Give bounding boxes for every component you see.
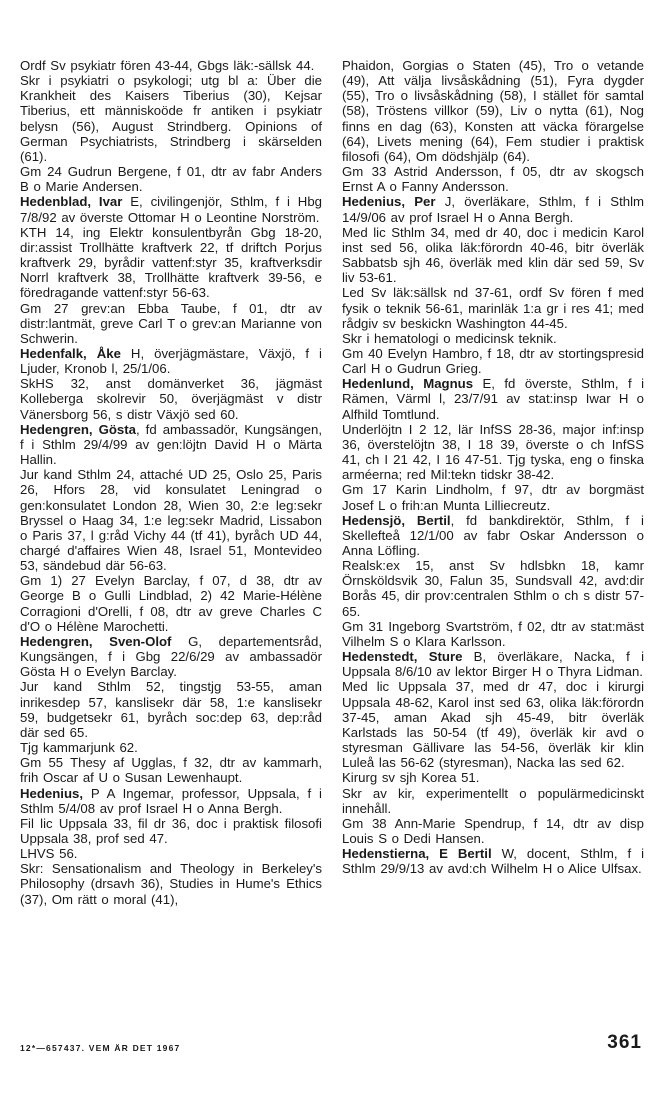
entry-text: E, civilingenjör, Sthlm, f i Hbg 7/8/92 av överste Ottomar H o Leontine Norström. [20,194,322,225]
entry-text: W, docent, Sthlm, f i Sthlm 29/9/13 av avd:ch Wilhelm H o Alice Ulfsax. [342,846,644,877]
entry-text: Med lic Uppsala 37, med dr 47, doc i kirurgi Uppsala 48-62, Karol inst sed 63, olika läk:förordn 37-45, aman Akad sjh 45-49, bitr överläk Karlstads las 50-54 (tf 49), överläk kir avd o styresman Gällivare las 54-56, överläk kir klin Luleå las 56-62 (styresman), Nacka las sed 62. [342,679,644,771]
entry-text: LHVS 56. [20,846,78,862]
entry-text: Realsk:ex 15, anst Sv hdlsbkn 18, kamr Örnsköldsvik 30, Falun 35, Sundsvall 42, avd:dir Borås 45, dir prov:centralen Sthlm o ch s distr 57-65. [342,558,644,619]
entry-paragraph [20,846,322,861]
entry-text: Kirurg sv sjh Korea 51. [342,770,480,786]
left-column [20,58,322,907]
entry-paragraph [342,619,644,649]
entry-text: Gm 17 Karin Lindholm, f 97, dtr av borgmäst Josef L o frih:an Munta Lilliecreutz. [342,482,644,513]
right-column [342,58,644,876]
entry-paragraph [342,679,644,770]
entry-paragraph [342,346,644,376]
entry-text: P A Ingemar, professor, Uppsala, f i Sthlm 5/4/08 av prof Israel H o Anna Bergh. [20,785,322,816]
entry-paragraph [20,740,322,755]
entry-paragraph [342,331,644,346]
entry-text: Gm 40 Evelyn Hambro, f 18, dtr av stortingspresid Carl H o Gudrun Grieg. [342,345,644,377]
entry-text: Tjg kammarjunk 62. [20,740,138,756]
entry-paragraph [20,573,322,634]
entry-headword: Hedenlund, Magnus [342,376,474,392]
entry-paragraph [20,816,322,846]
entry-paragraph [342,58,644,164]
entry-paragraph [20,467,322,573]
entry-heading-paragraph [342,846,644,876]
entry-heading-paragraph [20,634,322,679]
entry-paragraph [342,225,644,286]
entry-text: Skr i psykiatri o psykologi; utg bl a: Über die Krankheit des Kaisers Tiberius (30), Kejsar Tiberius, ett människoöde fr antiken i psykiatr belysn (56), August Strindberg. Opinions of German Psychiatrists, Strindberg i skärselden (61). [20,73,322,164]
entry-paragraph [342,786,644,816]
entry-text: Fil lic Uppsala 33, fil dr 36, doc i praktisk filosofi Uppsala 38, prof sed 47. [20,815,322,846]
entry-headword: Hedensjö, Bertil [342,512,451,528]
entry-headword: Hedengren, Gösta [20,421,136,437]
entry-text: H, överjägmästare, Växjö, f i Ljuder, Kronob l, 25/1/06. [20,345,322,377]
entry-headword: Hedengren, Sven-Olof [20,633,172,649]
entry-paragraph [20,225,322,301]
entry-text: Gm 24 Gudrun Bergene, f 01, dtr av fabr Anders B o Marie Andersen. [20,164,322,195]
entry-headword: Hedenblad, Ivar [20,194,123,210]
entry-heading-paragraph [342,649,644,679]
entry-paragraph [20,679,322,740]
entry-paragraph [20,861,322,906]
entry-text: Jur kand Sthlm 52, tingstjg 53-55, aman inrikesdep 57, kanslisekr där 58, 1:e kanslisekr 59, budgetsekr 61, byråch soc:dep 63, dep:råd där sed 65. [20,679,322,740]
entry-heading-paragraph [20,194,322,224]
entry-text: , fd ambassadör, Kungsängen, f i Sthlm 29/4/99 av gen:löjtn David H o Märta Hallin. [20,421,322,468]
entry-headword: Hedenstierna, E Bertil [342,846,492,862]
entry-text: Med lic Sthlm 34, med dr 40, doc i medicin Karol inst sed 56, olika läk:förordn 40-46, bitr överläk Sabbatsb sjh 46, överläk med klin där sed 59, Sv liv 53-61. [342,224,644,286]
entry-text: Jur kand Sthlm 24, attaché UD 25, Oslo 25, Paris 26, Hfors 28, vid konsulatet Leningrad o gen:konsulatet London 28, Wien 30, 2:e leg:sekr Bryssel o Haag 34, 1:e leg:sekr Madrid, Lissabon o Paris 37, l g:råd Vichy 44 (tf 41), byråch UD 44, chargé d'affaires Wien 48, Israel 51, Montevideo 53, sändebud där 56-63. [20,467,322,574]
entry-paragraph [342,558,644,619]
entry-paragraph [20,301,322,346]
entry-heading-paragraph [342,194,644,224]
entry-heading-paragraph [20,346,322,376]
entry-text: Underlöjtn I 2 12, lär InfSS 28-36, major inf:insp 36, överstelöjtn 38, I 18 39, överste o ch InfSS 41, ch I 21 42, I 16 47-51. Tjg tyska, eng o finska arméerna; red Mil:tekn tidskr 38-42. [342,421,644,483]
entry-headword: Hedenfalk, Åke [20,345,121,361]
entry-paragraph [342,164,644,194]
entry-text: Phaidon, Gorgias o Staten (45), Tro o vetande (49), Att välja livsåskådning (51), Fyra dygder (55), Tro o livsåskådning (58), I stället för samtal (58), Tröstens villkor (59), Liv o nytta (61), Nog finns en dag (63), Konsten att väcka förargelse (64), Livets mening (64), Fem studier i praktisk filosofi (64), Om dödshjälp (64). [342,58,644,164]
entry-text: Skr i hematologi o medicinsk teknik. [342,330,557,346]
entry-text: J, överläkare, Sthlm, f i Sthlm 14/9/06 av prof Israel H o Anna Bergh. [342,194,645,225]
entry-text: Gm 1) 27 Evelyn Barclay, f 07, d 38, dtr av George B o Gulli Lindblad, 2) 42 Marie-Hélène Corragioni d'Orelli, f 08, dtr av greve Charles C d'O o Hélène Marochetti. [20,573,322,634]
entry-headword: Hedenius, Per [342,194,436,210]
entry-heading-paragraph [342,513,644,558]
entry-paragraph [342,816,644,846]
entry-paragraph [20,164,322,194]
print-code: 12*—657437. VEM ÄR DET 1967 [20,1043,181,1053]
entry-paragraph [20,58,322,73]
entry-text: , fd bankdirektör, Sthlm, f i Skellefteå 12/1/00 av fabr Oskar Andersson o Anna Löfling. [342,512,644,558]
entry-paragraph [20,73,322,164]
entry-text: SkHS 32, anst domänverket 36, jägmäst Kolleberga skolrevir 50, överjägmäst v distr Vänersborg 56, s distr Växjö sed 60. [20,376,322,422]
entry-heading-paragraph [20,422,322,467]
entry-text: Gm 31 Ingeborg Svartström, f 02, dtr av stat:mäst Vilhelm S o Klara Karlsson. [342,618,644,649]
entry-text: Gm 33 Astrid Andersson, f 05, dtr av skogsch Ernst A o Fanny Andersson. [342,164,644,195]
entry-text: Ordf Sv psykiatr fören 43-44, Gbgs läk:-sällsk 44. [20,58,315,73]
entry-paragraph [342,422,644,483]
entry-text: B, överläkare, Nacka, f i Uppsala 8/6/10 av lektor Birger H o Thyra Lidman. [342,649,644,680]
entry-text: Skr av kir, experimentellt o populärmedicinskt innehåll. [342,785,644,816]
entry-text: Gm 55 Thesy af Ugglas, f 32, dtr av kammarh, frih Oscar af U o Susan Lewenhaupt. [20,755,322,786]
entry-paragraph [20,755,322,785]
entry-paragraph [20,376,322,421]
page-number: 361 [607,1032,642,1053]
entry-heading-paragraph [20,786,322,816]
entry-text: Gm 38 Ann-Marie Spendrup, f 14, dtr av disp Louis S o Dedi Hansen. [342,815,644,846]
entry-paragraph [342,285,644,330]
entry-text: Led Sv läk:sällsk nd 37-61, ordf Sv fören f med fysik o teknik 56-61, marinläk 1:a gr i res 41; med rådgiv sv beskickn Washington 44-45. [342,285,644,331]
entry-text: E, fd överste, Sthlm, f i Rämen, Värml l, 23/7/91 av stat:insp Iwar H o Alfhild Tomtlund. [342,376,645,422]
entry-text: Gm 27 grev:an Ebba Taube, f 01, dtr av distr:lantmät, greve Carl T o grev:an Marianne von Schwerin. [20,300,322,346]
entry-headword: Hedenius, [20,785,84,801]
entry-text: KTH 14, ing Elektr konsulentbyrån Gbg 18-20, dir:assist Trollhätte kraftverk 22, tf driftch Porjus kraftverk 29, byrådir vattenf:styr 35, kraftverksdir Norrl kraftverk 38, Trollhätte kraftverk 39-56, e föredragande vattenf:styr 56-63. [20,224,322,301]
entry-heading-paragraph [342,376,644,421]
entry-text: G, departementsråd, Kungsängen, f i Gbg 22/6/29 av ambassadör Gösta H o Evelyn Barclay. [20,633,322,680]
entry-text: Skr: Sensationalism and Theology in Berkeley's Philosophy (drsavh 36), Studies in Hume's Ethics (37), Om rätt o moral (41), [20,861,322,907]
entry-headword: Hedenstedt, Sture [342,649,463,665]
entry-paragraph [342,770,644,785]
entry-paragraph [342,482,644,512]
